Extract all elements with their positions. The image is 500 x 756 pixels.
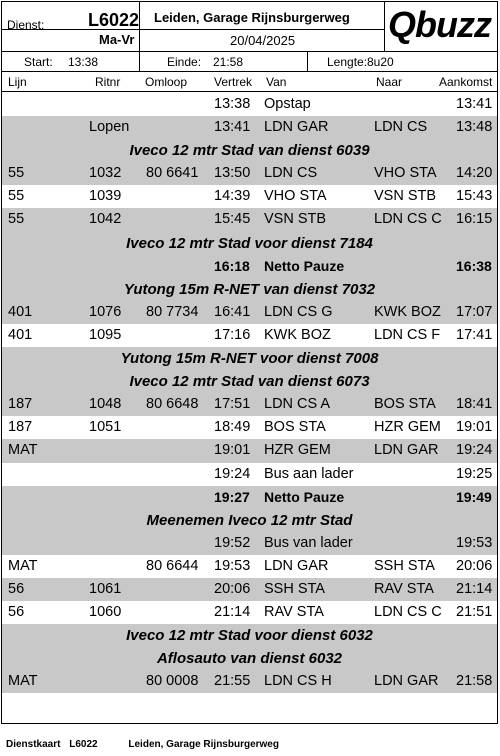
duty-card: [1, 1, 498, 724]
pause-end: 19:49: [456, 488, 492, 505]
cell-van: BOS STA: [264, 419, 326, 436]
cell-omloop: 80 0008: [146, 673, 199, 690]
cell-vertrek: 18:49: [214, 419, 251, 436]
cell-aankomst: 13:41: [456, 96, 493, 112]
table-row: [2, 162, 497, 185]
table-row: [2, 116, 497, 139]
cell-naar: KWK BOZ: [374, 303, 441, 320]
cell-vertrek: 19:01: [214, 442, 251, 459]
cell-naar: VSN STB: [374, 188, 437, 205]
cell-van: KWK BOZ: [264, 326, 331, 343]
cell-lijn: 55: [8, 165, 25, 182]
table-row: [2, 670, 497, 693]
cell-lijn: 55: [8, 211, 25, 228]
cell-lijn: 401: [8, 326, 33, 343]
cell-lijn: MAT: [8, 673, 38, 690]
cell-lijn: 56: [8, 580, 25, 597]
cell-vertrek: 19:24: [214, 465, 251, 482]
cell-aankomst: 21:51: [456, 604, 493, 621]
col-vertrek: Vertrek: [214, 75, 253, 89]
lengte-value: 8u20: [367, 55, 394, 69]
cell-vertrek: 21:55: [214, 673, 251, 690]
table-row: [2, 393, 497, 416]
col-lijn: Lijn: [8, 75, 27, 89]
col-van: Van: [266, 75, 287, 89]
cell-aankomst: 21:14: [456, 580, 493, 597]
cell-lijn: 401: [8, 303, 33, 320]
cell-van: Bus van lader: [264, 534, 353, 551]
pause-end: 16:38: [456, 257, 492, 274]
cell-van: LDN CS G: [264, 303, 333, 320]
section-title-text: Meenemen Iveco 12 mtr Stad: [146, 511, 353, 529]
vehicle-section-title: [2, 278, 497, 301]
vehicle-section-title: [2, 139, 497, 162]
start-label: Start:: [24, 55, 53, 69]
cell-van: VHO STA: [264, 188, 327, 205]
cell-lijn: MAT: [8, 557, 38, 574]
garage-name: Leiden, Garage Rijnsburgerweg: [154, 10, 350, 25]
cell-aankomst: 20:06: [456, 557, 493, 574]
cell-vertrek: 21:14: [214, 604, 251, 621]
cell-vertrek: 14:39: [214, 188, 251, 205]
cell-ritnr: 1095: [89, 326, 122, 343]
cell-van: HZR GEM: [264, 442, 331, 459]
pause-label: Netto Pauze: [264, 488, 345, 505]
cell-naar: SSH STA: [374, 557, 435, 574]
cell-ritnr: 1042: [89, 211, 122, 228]
dienst-code: L6022: [88, 10, 140, 30]
cell-vertrek: 15:45: [214, 211, 251, 228]
cell-lijn: 56: [8, 604, 25, 621]
cell-omloop: 80 7734: [146, 303, 199, 320]
cell-omloop: 80 6644: [146, 557, 199, 574]
pause-row: [2, 486, 497, 509]
cell-aankomst: 19:25: [456, 465, 493, 482]
cell-naar: RAV STA: [374, 580, 434, 597]
table-row: [2, 578, 497, 601]
cell-naar: BOS STA: [374, 396, 436, 413]
cell-lijn: MAT: [8, 442, 38, 459]
cell-aankomst: 15:43: [456, 188, 493, 205]
cell-aankomst: 17:07: [456, 303, 493, 320]
section-title-text: Iveco 12 mtr Stad van dienst 6039: [129, 142, 370, 160]
cell-lijn: 55: [8, 188, 25, 205]
column-headers: [2, 72, 497, 92]
cell-aankomst: 18:41: [456, 396, 493, 413]
table-row: [2, 324, 497, 347]
vehicle-section-title: [2, 232, 497, 255]
cell-naar: LDN CS C: [374, 211, 442, 228]
start-value: 13:38: [68, 55, 99, 69]
cell-van: SSH STA: [264, 580, 325, 597]
cell-naar: LDN GAR: [374, 673, 439, 690]
section-title-text: Iveco 12 mtr Stad voor dienst 7184: [126, 234, 373, 252]
footer-code: L6022: [69, 739, 98, 750]
cell-vertrek: 17:16: [214, 326, 251, 343]
cell-vertrek: 16:41: [214, 303, 251, 320]
cell-naar: HZR GEM: [374, 419, 441, 436]
qbuzz-logo: Qbuzz: [388, 4, 491, 45]
cell-aankomst: 17:41: [456, 326, 493, 343]
pause-label: Netto Pauze: [264, 257, 345, 274]
cell-van: VSN STB: [264, 211, 327, 228]
cell-naar: LDN GAR: [374, 442, 439, 459]
cell-vertrek: 17:51: [214, 396, 251, 413]
col-ritnr: Ritnr: [95, 75, 121, 89]
cell-ritnr: 1060: [89, 604, 122, 621]
cell-van: LDN CS: [264, 165, 318, 182]
cell-aankomst: 19:01: [456, 419, 493, 436]
cell-ritnr: 1032: [89, 165, 122, 182]
schedule-rows: [2, 93, 497, 693]
cell-aankomst: 21:58: [456, 673, 493, 690]
lengte-label: Lengte:: [327, 55, 368, 69]
cell-ritnr: 1051: [89, 419, 122, 436]
cell-aankomst: 13:48: [456, 119, 493, 136]
table-row: [2, 555, 497, 578]
table-row: [2, 439, 497, 462]
duty-times: [2, 52, 497, 72]
col-naar: Naar: [376, 75, 403, 89]
card-header: [2, 2, 497, 52]
cell-lijn: 187: [8, 419, 33, 436]
dienst-date: 20/04/2025: [230, 33, 296, 48]
vehicle-section-title: [2, 624, 497, 647]
cell-van: LDN CS H: [264, 673, 332, 690]
cell-vertrek: 13:38: [214, 96, 251, 112]
table-row: [2, 301, 497, 324]
cell-naar: LDN CS F: [374, 326, 441, 343]
cell-omloop: 80 6641: [146, 165, 199, 182]
cell-van: Opstap: [264, 96, 311, 112]
pause-start: 19:27: [214, 488, 250, 505]
vehicle-section-title: [2, 509, 497, 532]
cell-van: LDN GAR: [264, 557, 329, 574]
cell-van: RAV STA: [264, 604, 324, 621]
dienst-days: Ma-Vr: [99, 32, 135, 47]
section-title-text: Aflosauto van dienst 6032: [156, 650, 343, 668]
cell-ritnr: 1061: [89, 580, 122, 597]
section-title-text: Yutong 15m R-NET voor dienst 7008: [120, 350, 379, 368]
cell-aankomst: 19:53: [456, 534, 493, 551]
section-title-text: Yutong 15m R-NET van dienst 7032: [123, 280, 376, 298]
vehicle-section-title: [2, 370, 497, 393]
col-omloop: Omloop: [145, 75, 188, 89]
cell-vertrek: 19:53: [214, 557, 251, 574]
table-row: [2, 93, 497, 116]
cell-vertrek: 19:52: [214, 534, 251, 551]
pause-start: 16:18: [214, 257, 250, 274]
section-title-text: Iveco 12 mtr Stad voor dienst 6032: [126, 627, 373, 645]
cell-naar: VHO STA: [374, 165, 437, 182]
table-row: [2, 185, 497, 208]
section-title-text: Iveco 12 mtr Stad van dienst 6073: [129, 373, 370, 391]
table-row: [2, 532, 497, 555]
cell-van: LDN GAR: [264, 119, 329, 136]
cell-ritnr: Lopen: [89, 119, 130, 136]
cell-naar: LDN CS C: [374, 604, 442, 621]
cell-vertrek: 13:41: [214, 119, 251, 136]
cell-van: LDN CS A: [264, 396, 331, 413]
cell-aankomst: 14:20: [456, 165, 493, 182]
footer-garage: Leiden, Garage Rijnsburgerweg: [128, 739, 279, 750]
vehicle-section-title: [2, 647, 497, 670]
cell-ritnr: 1039: [89, 188, 122, 205]
cell-vertrek: 13:50: [214, 165, 251, 182]
pause-row: [2, 255, 497, 278]
footer-label: Dienstkaart: [6, 739, 61, 750]
col-aankomst: Aankomst: [439, 75, 493, 89]
einde-label: Einde:: [167, 55, 202, 69]
cell-aankomst: 19:24: [456, 442, 493, 459]
cell-ritnr: 1048: [89, 396, 122, 413]
dienst-label: Dienst:: [7, 18, 45, 32]
table-row: [2, 208, 497, 231]
cell-omloop: 80 6648: [146, 396, 199, 413]
table-row: [2, 416, 497, 439]
einde-value: 21:58: [213, 55, 244, 69]
vehicle-section-title: [2, 347, 497, 370]
cell-vertrek: 20:06: [214, 580, 251, 597]
cell-aankomst: 16:15: [456, 211, 493, 228]
card-footer: [6, 739, 279, 750]
cell-naar: LDN CS: [374, 119, 428, 136]
cell-lijn: 187: [8, 396, 33, 413]
cell-ritnr: 1076: [89, 303, 122, 320]
table-row: [2, 601, 497, 624]
cell-van: Bus aan lader: [264, 465, 354, 482]
table-row: [2, 463, 497, 486]
